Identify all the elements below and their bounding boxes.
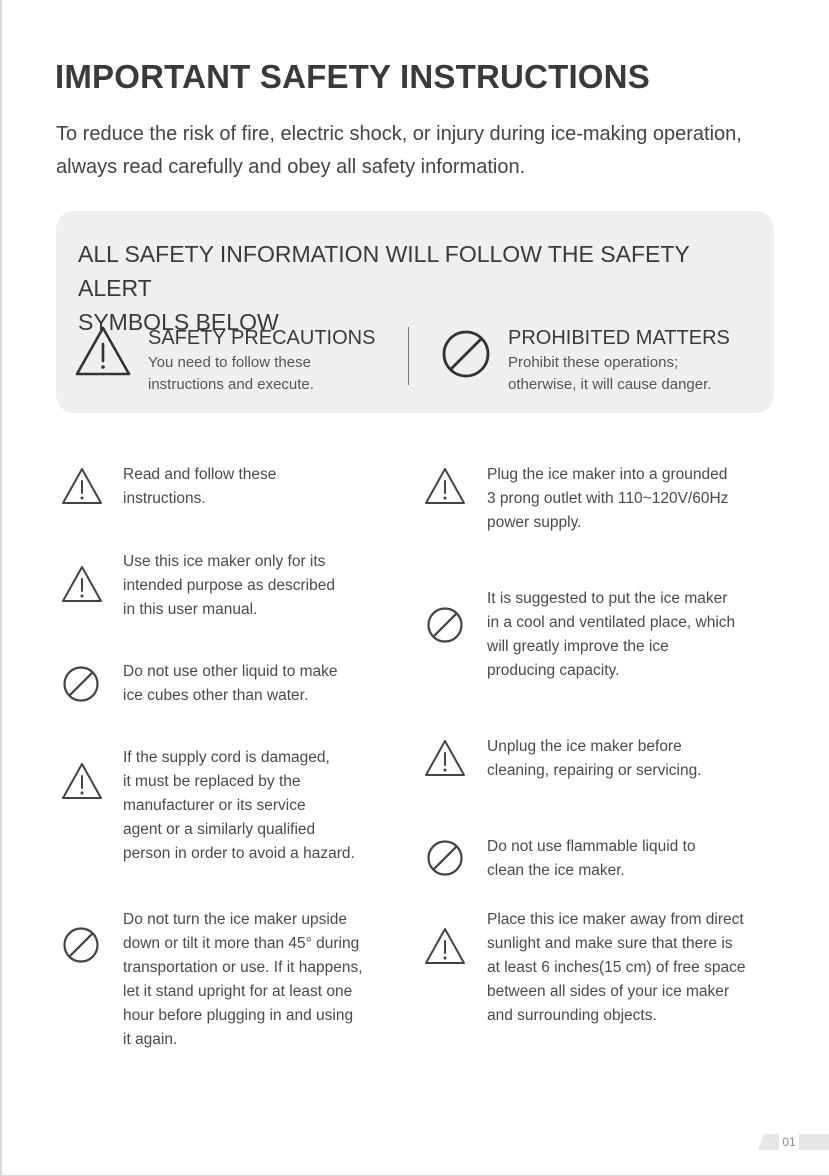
prohibited-icon [62, 665, 100, 703]
item-line: in this user manual. [123, 601, 258, 618]
list-item [487, 587, 735, 683]
warning-triangle-icon [74, 325, 132, 377]
item-line: Do not turn the ice maker upside [123, 911, 348, 928]
precautions-desc-line-2: instructions and execute. [148, 376, 314, 393]
page-title: IMPORTANT SAFETY INSTRUCTIONS [55, 58, 650, 95]
list-item [123, 660, 338, 708]
warning-triangle-icon [60, 761, 104, 801]
warning-triangle-icon [423, 738, 467, 778]
warning-triangle-icon [423, 466, 467, 506]
list-item [487, 908, 745, 1028]
item-line: in a cool and ventilated place, which [487, 614, 736, 631]
list-item [487, 463, 728, 535]
safety-precautions-title: SAFETY PRECAUTIONS [148, 327, 376, 349]
safety-alert-box [56, 211, 774, 413]
page-number: 01 [779, 1134, 799, 1150]
safety-precautions-desc [148, 352, 375, 396]
item-line: hour before plugging in and using [123, 1007, 354, 1024]
list-item [123, 746, 355, 866]
prohibited-desc-line-2: otherwise, it will cause danger. [508, 376, 712, 393]
item-line: power supply. [487, 514, 582, 531]
item-line: between all sides of your ice maker [487, 983, 730, 1000]
item-line: intended purpose as described [123, 577, 335, 594]
prohibited-icon [426, 839, 464, 877]
item-line: If the supply cord is damaged, [123, 749, 330, 766]
intro-paragraph [56, 118, 796, 184]
prohibited-matters-title: PROHIBITED MATTERS [508, 327, 730, 349]
list-item [123, 463, 276, 511]
list-item [487, 835, 696, 883]
alert-heading-line-1: ALL SAFETY INFORMATION WILL FOLLOW THE SAFETY ALERT [78, 241, 690, 301]
warning-triangle-icon [60, 466, 104, 506]
legend-divider [408, 327, 409, 385]
item-line: Plug the ice maker into a grounded [487, 466, 728, 483]
prohibited-icon [426, 606, 464, 644]
intro-line-1: To reduce the risk of fire, electric shock, or injury during ice-making operation, [56, 123, 742, 145]
prohibited-matters-legend [508, 326, 730, 396]
item-line: Place this ice maker away from direct [487, 911, 744, 928]
item-line: manufacturer or its service [123, 797, 306, 814]
list-item [123, 908, 363, 1052]
item-line: and surrounding objects. [487, 1007, 657, 1024]
prohibited-matters-desc [508, 352, 730, 396]
item-line: instructions. [123, 490, 206, 507]
item-line: transportation or use. If it happens, [123, 959, 363, 976]
item-line: let it stand upright for at least one [123, 983, 353, 1000]
item-line: at least 6 inches(15 cm) of free space [487, 959, 746, 976]
page-left-border [0, 0, 2, 1176]
item-line: Read and follow these [123, 466, 277, 483]
intro-line-2: always read carefully and obey all safety information. [56, 156, 526, 178]
item-line: producing capacity. [487, 662, 620, 679]
item-line: ice cubes other than water. [123, 687, 309, 704]
safety-precautions-legend [148, 326, 375, 396]
prohibited-icon [62, 926, 100, 964]
item-line: 3 prong outlet with 110~120V/60Hz [487, 490, 729, 507]
alert-heading-line-2: SYMBOLS BELOW [78, 309, 279, 335]
item-line: sunlight and make sure that there is [487, 935, 733, 952]
item-line: Do not use flammable liquid to [487, 838, 696, 855]
prohibited-desc-line-1: Prohibit these operations; [508, 354, 679, 371]
item-line: Do not use other liquid to make [123, 663, 338, 680]
item-line: agent or a similarly qualified [123, 821, 316, 838]
warning-triangle-icon [60, 564, 104, 604]
alert-box-heading [78, 237, 768, 339]
item-line: Unplug the ice maker before [487, 738, 682, 755]
item-line: cleaning, repairing or servicing. [487, 762, 702, 779]
item-line: will greatly improve the ice [487, 638, 669, 655]
item-line: it again. [123, 1031, 178, 1048]
list-item [123, 550, 335, 622]
item-line: Use this ice maker only for its [123, 553, 326, 570]
item-line: It is suggested to put the ice maker [487, 590, 728, 607]
prohibited-icon [441, 329, 491, 379]
precautions-desc-line-1: You need to follow these [148, 354, 311, 371]
item-line: it must be replaced by the [123, 773, 301, 790]
warning-triangle-icon [423, 926, 467, 966]
item-line: down or tilt it more than 45° during [123, 935, 360, 952]
list-item [487, 735, 702, 783]
item-line: clean the ice maker. [487, 862, 625, 879]
item-line: person in order to avoid a hazard. [123, 845, 355, 862]
